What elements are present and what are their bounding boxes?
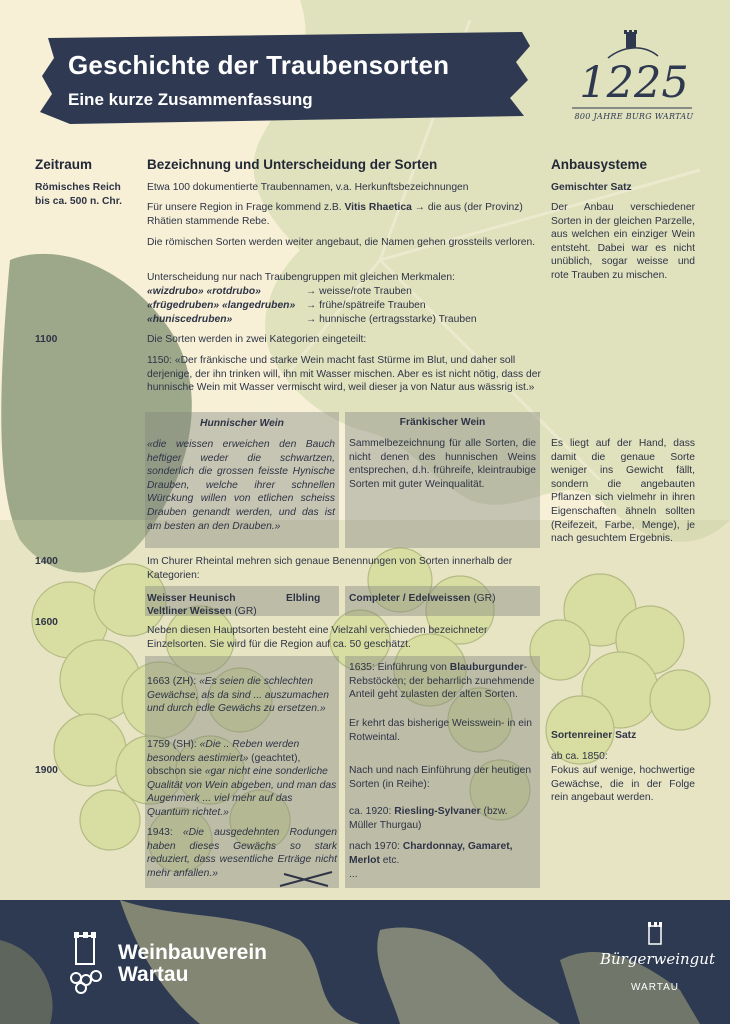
- c1100-quote: 1150: «Der fränkische und starke Wein macht fast Stürme im Blut, und daher soll derjenige, der ihn trinken will, ihn mit Wasser mischen. Aber es ist nicht nötig, dass der hunnische Wein mit Wasser vermischt wird, weil dieser ja von Natur aus wässrig ist.»: [147, 355, 541, 394]
- note-1920: ca. 1920: Riesling-Sylvaner (bzw. Müller Thurgau): [349, 806, 508, 831]
- c1600-intro: Neben diesen Hauptsorten besteht eine Vielzahl verschieden bezeichneter Einzelsorten. Sie wird für die Region auf ca. 50 geschätzt.: [147, 625, 488, 650]
- period-1100: 1100: [35, 334, 58, 345]
- roman-region: Für unsere Region in Frage kommend z.B. Vitis Rhaetica → die aus (der Provinz) Rhätien stammende Rebe.: [147, 202, 523, 227]
- period-1600: 1600: [35, 617, 58, 628]
- group-desc-yield: → hunnische (ertragsstarke) Trauben: [306, 314, 477, 325]
- group-name-ripening: «frügedruben» «langedruben»: [147, 300, 296, 311]
- column-header-varieties: Bezeichnung und Unterscheidung der Sorten: [147, 157, 438, 172]
- variety-veltliner: Veltliner Weissen (GR): [147, 606, 257, 617]
- roman-groups-intro: Unterscheidung nur nach Traubengruppen mit gleichen Merkmalen:: [147, 272, 455, 283]
- group-desc-colour: → weisse/rote Trauben: [306, 286, 412, 297]
- hunnisch-text: «die weissen erweichen den Bauch heftiger weder die schwartzen, sonderlich die grossen feisste Hynische Drauben, welche ihrer schnellen Würckung willen von etlichen scheiss Drauben genandt werden, und das ist am besten an den Drauben.»: [147, 439, 335, 532]
- buergerweingut-caption: WARTAU: [630, 982, 680, 993]
- period-roman-range: bis ca. 500 n. Chr.: [35, 196, 122, 207]
- quote-1759: 1759 (SH): «Die .. Reben werden besonders aestimiert» (geachtet), obschon sie «gar nicht eine sonderliche Qualität von Wein abgeben, und man das Augenmerk ... viel mehr auf das Quantum richtet.»: [147, 739, 337, 818]
- org-name: Weinbauverein Wartau: [118, 941, 267, 986]
- system-pure-text: Fokus auf wenige, hochwertige Gewächse, die in der Folge rein angebaut werden.: [551, 765, 695, 804]
- c1100-intro: Die Sorten werden in zwei Kategorien eingeteilt:: [147, 334, 367, 345]
- system-pure-date: ab ca. 1850:: [551, 751, 608, 762]
- roman-intro: Etwa 100 dokumentierte Traubennamen, v.a. Herkunftsbezeichnungen: [147, 182, 469, 193]
- column-header-systems: Anbausysteme: [551, 157, 648, 172]
- quote-1943: 1943: «Die ausgedehnten Rodungen haben dieses Gewächs so stark reduziert, dass wesentliche Erträge nicht mehr anfallen.»: [147, 827, 337, 879]
- hunnisch-title: Hunnischer Wein: [200, 418, 284, 429]
- note-1900: Nach und nach Einführung der heutigen Sorten (in Reihe):: [349, 765, 532, 790]
- note-ellipsis: ...: [349, 869, 358, 880]
- variety-heunisch: Weisser Heunisch: [147, 593, 236, 604]
- column-header-period: Zeitraum: [35, 157, 93, 172]
- crossed-out-icon: [278, 870, 334, 888]
- variety-elbling: Elbling: [286, 593, 321, 604]
- castle-icon: [642, 920, 668, 946]
- footer: [0, 900, 730, 1024]
- system-reason-text: Es liegt auf der Hand, dass damit die genaue Sorte weniger ins Gewicht fällt, sondern die angebauten Pflanzen sich vielmehr in ihren Eigenschaften ähneln sollten (Reifezeit, Farbe, Menge), je nach gesuchtem Ergebnis.: [551, 438, 695, 545]
- page-title: Geschichte der Traubensorten: [68, 50, 450, 80]
- system-pure-title: Sortenreiner Satz: [551, 730, 637, 741]
- c1400-intro: Im Churer Rheintal mehren sich genaue Benennungen von Sorten innerhalb der Kategorien:: [147, 556, 513, 581]
- variety-completer: Completer / Edelweissen (GR): [349, 593, 496, 604]
- roman-continued: Die römischen Sorten werden weiter angebaut, die Namen gehen grossteils verloren.: [147, 237, 536, 248]
- anniversary-caption: 800 JAHRE BURG WARTAU: [574, 112, 694, 121]
- fraenkisch-title: Fränkischer Wein: [399, 417, 486, 428]
- period-roman-empire: Römisches Reich: [35, 182, 121, 193]
- note-1970: nach 1970: Chardonnay, Gamaret, Merlot etc.: [349, 841, 513, 866]
- fraenkisch-text: Sammelbezeichnung für alle Sorten, die nicht denen des hunnischen Weins entsprechen, d.h. frühreife, kleintraubige Sorten mit guter Weinqualität.: [349, 438, 536, 490]
- note-1635-effect: Er kehrt das bisherige Weisswein- in ein Rotweintal.: [349, 718, 532, 743]
- system-mixed-title: Gemischter Satz: [551, 182, 632, 193]
- system-mixed-text: Der Anbau verschiedener Sorten in der gleichen Parzelle, aus welchen ein einziger Wein entsteht. Dabei war es nicht unüblich, sogar weisse und rote Trauben zu mischen.: [551, 202, 695, 281]
- group-desc-ripening: → frühe/spätreife Trauben: [306, 300, 426, 311]
- quote-1663: 1663 (ZH): «Es seien die schlechten Gewächse, als da sind ... auszumachen und durch edle Gewächs zu ersetzen.»: [147, 676, 330, 715]
- buergerweingut-script: Bürgerweingut: [600, 950, 715, 968]
- page-subtitle: Eine kurze Zusammenfassung: [68, 90, 313, 109]
- weinbauverein-logo-icon: [62, 930, 112, 1000]
- period-1900: 1900: [35, 765, 58, 776]
- anniversary-year: 1225: [579, 58, 689, 108]
- group-name-colour: «wizdrubo» «rotdrubo»: [147, 286, 261, 297]
- note-1635: 1635: Einführung von Blauburgunder-Rebstöcken; der beharrlich zunehmende Anteil geht zulasten der alten Sorten.: [349, 662, 535, 701]
- period-1400: 1400: [35, 556, 58, 567]
- group-name-yield: «huniscedruben»: [147, 314, 233, 325]
